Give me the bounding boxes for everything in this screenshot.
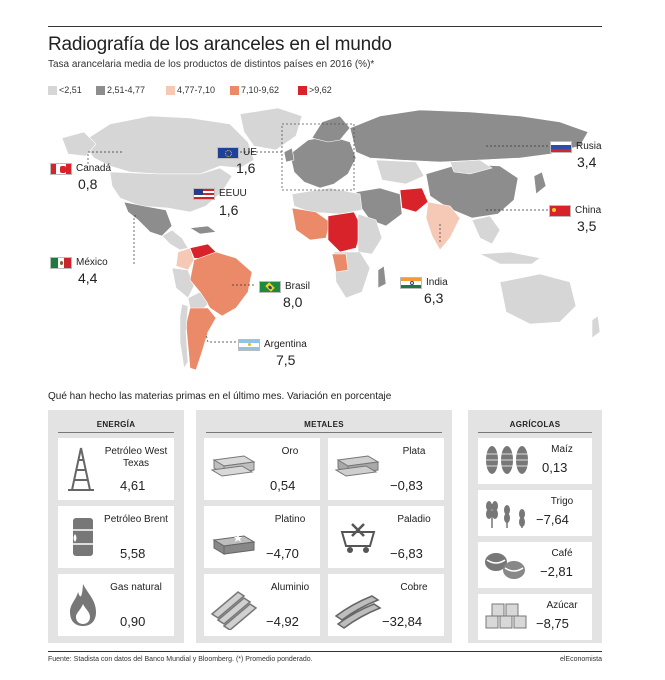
mine-cart-icon	[338, 520, 378, 556]
sugar-cubes-icon	[482, 600, 532, 634]
legend-item	[96, 85, 145, 95]
metals-panel	[196, 410, 452, 643]
top-rule	[48, 26, 602, 27]
oil-barrel-icon	[70, 514, 96, 560]
country-label-india	[400, 276, 448, 290]
commodities-heading: Qué han hecho las materias primas en el último mes. Variación en porcentaje	[48, 391, 392, 402]
silver-bars-icon	[332, 448, 384, 482]
legend-label: <2,51	[59, 85, 82, 95]
leader-line-mexico	[134, 216, 136, 264]
world-map	[40, 102, 620, 377]
commodity-card-maiz	[478, 438, 592, 484]
commodity-label: Café	[551, 548, 573, 559]
country-label-eeuu	[193, 187, 247, 201]
country-name: Rusia	[576, 141, 602, 152]
page-subtitle: Tasa arancelaria media de los productos de distintos países en 2016 (%)*	[48, 59, 375, 70]
brand-logo: elEconomista	[559, 656, 602, 663]
central-africa-shape	[328, 212, 362, 252]
panel-title-rule	[58, 432, 174, 433]
europe-shape	[290, 136, 356, 188]
country-label-canada	[50, 162, 111, 176]
commodity-card-cobre	[328, 574, 444, 636]
angola-shape	[332, 254, 348, 272]
commodity-card-oro	[204, 438, 320, 500]
gold-bars-icon	[208, 448, 260, 482]
country-label-rusia	[550, 140, 602, 154]
country-value-rusia: 3,4	[577, 154, 597, 170]
commodity-label: Azúcar	[546, 600, 578, 611]
country-name: Argentina	[264, 339, 307, 350]
country-name: India	[426, 277, 448, 288]
commodity-value: 5,58	[120, 546, 146, 561]
legend-swatch	[298, 86, 307, 95]
commodity-value: −4,92	[266, 614, 299, 629]
country-label-ue	[217, 146, 257, 160]
country-name: UE	[243, 147, 257, 158]
commodity-label: Cobre	[400, 582, 428, 593]
country-name: Brasil	[285, 281, 311, 292]
country-label-argentina	[238, 338, 307, 352]
commodity-label: Maíz	[551, 444, 573, 455]
copper-sheets-icon	[332, 586, 384, 630]
corn-icon	[482, 444, 532, 478]
legend-item	[48, 85, 82, 95]
legend-item	[298, 85, 332, 95]
panel-title: ENERGÍA	[96, 420, 136, 429]
commodity-value: 0,90	[120, 614, 146, 629]
country-value-ue: 1,6	[236, 160, 256, 176]
commodity-value: −2,81	[540, 564, 573, 579]
japan-shape	[534, 172, 546, 194]
footer-rule	[48, 651, 602, 652]
commodity-label: Plata	[402, 446, 426, 457]
china-flag-icon	[549, 205, 571, 217]
commodity-card-trigo	[478, 490, 592, 536]
commodity-value: −7,64	[536, 512, 569, 527]
commodity-card-brent	[58, 506, 174, 568]
legend-label: >9,62	[309, 85, 332, 95]
mexico-flag-icon	[50, 257, 72, 269]
kazakhstan-shape	[376, 160, 424, 184]
canada-flag-icon	[50, 163, 72, 175]
central-america-shape	[162, 230, 188, 250]
australia-shape	[500, 274, 576, 324]
agricultural-panel	[468, 410, 602, 643]
country-value-india: 6,3	[424, 290, 444, 306]
indonesia-shape	[480, 252, 540, 264]
legend-label: 2,51-4,77	[107, 85, 146, 95]
country-value-brasil: 8,0	[283, 294, 303, 310]
argentina-shape	[186, 308, 216, 370]
southeast-asia-shape	[472, 216, 500, 244]
coffee-beans-icon	[482, 548, 532, 582]
greenland-shape	[240, 108, 302, 150]
country-label-brasil	[259, 280, 310, 294]
panel-title: METALES	[304, 420, 344, 429]
uk-shape	[284, 148, 294, 162]
country-name: Canadá	[76, 163, 112, 174]
commodity-value: 4,61	[120, 478, 146, 493]
india-flag-icon	[400, 277, 422, 289]
panel-title-rule	[206, 432, 442, 433]
commodity-label: Oro	[281, 446, 299, 457]
commodity-value: 0,13	[542, 460, 568, 475]
legend-swatch	[166, 86, 175, 95]
commodity-label: Aluminio	[270, 582, 310, 593]
country-name: EEUU	[219, 188, 247, 199]
legend-item	[230, 85, 279, 95]
legend-label: 4,77-7,10	[177, 85, 216, 95]
new-zealand-shape	[592, 316, 600, 338]
platinum-bars-icon	[208, 528, 260, 562]
commodity-value: −8,75	[536, 616, 569, 631]
russia-flag-icon	[550, 141, 572, 153]
commodity-card-paladio	[328, 506, 444, 568]
commodity-card-aluminio	[204, 574, 320, 636]
country-label-china	[549, 204, 601, 218]
commodity-value: −32,84	[382, 614, 423, 629]
commodity-label: Platino	[274, 514, 306, 525]
colombia-shape	[176, 248, 194, 270]
country-value-argentina: 7,5	[276, 352, 296, 368]
legend-swatch	[48, 86, 57, 95]
commodity-value: −0,83	[390, 478, 423, 493]
page-title: Radiografía de los aranceles en el mundo	[48, 34, 392, 55]
commodity-value: −6,83	[390, 546, 423, 561]
commodity-label: Trigo	[550, 496, 574, 507]
country-value-china: 3,5	[577, 218, 597, 234]
aluminium-profiles-icon	[208, 584, 260, 630]
commodity-value: −4,70	[266, 546, 299, 561]
oil-derrick-icon	[66, 444, 96, 494]
argentina-flag-icon	[238, 339, 260, 351]
flame-icon	[68, 582, 98, 628]
commodity-label: Paladio	[397, 514, 431, 525]
commodity-card-gas	[58, 574, 174, 636]
country-value-canada: 0,8	[78, 176, 98, 192]
legend-item	[166, 85, 215, 95]
country-value-eeuu: 1,6	[219, 202, 239, 218]
eu-flag-icon	[217, 147, 239, 159]
caribbean-shape	[190, 226, 216, 234]
leader-line-argentina	[206, 334, 240, 342]
legend-label: 7,10-9,62	[241, 85, 280, 95]
legend-swatch	[96, 86, 105, 95]
commodity-card-wti	[58, 438, 174, 500]
usa-flag-icon	[193, 188, 215, 200]
russia-shape	[350, 110, 588, 162]
commodity-value: 0,54	[270, 478, 296, 493]
country-name: China	[575, 205, 602, 216]
panel-title-rule	[478, 432, 592, 433]
madagascar-shape	[378, 266, 386, 288]
scandinavia-shape	[312, 116, 350, 142]
commodity-label: Gas natural	[110, 582, 162, 593]
brazil-flag-icon	[259, 281, 281, 293]
country-label-mexico	[50, 256, 108, 270]
commodity-card-cafe	[478, 542, 592, 588]
commodity-label: Petróleo West Texas	[104, 446, 168, 469]
iran-shape	[400, 188, 428, 212]
legend-swatch	[230, 86, 239, 95]
wheat-icon	[482, 496, 532, 530]
commodity-card-plata	[328, 438, 444, 500]
energy-panel	[48, 410, 184, 643]
country-name: México	[76, 257, 108, 268]
peru-shape	[172, 268, 194, 298]
commodity-card-azucar	[478, 594, 592, 640]
country-value-mexico: 4,4	[78, 270, 98, 286]
source-note: Fuente: Stadista con datos del Banco Mundial y Bloomberg. (*) Promedio ponderado.	[48, 656, 313, 663]
commodity-label: Petróleo Brent	[104, 514, 168, 525]
panel-title: AGRÍCOLAS	[509, 420, 561, 429]
commodity-card-platino	[204, 506, 320, 568]
